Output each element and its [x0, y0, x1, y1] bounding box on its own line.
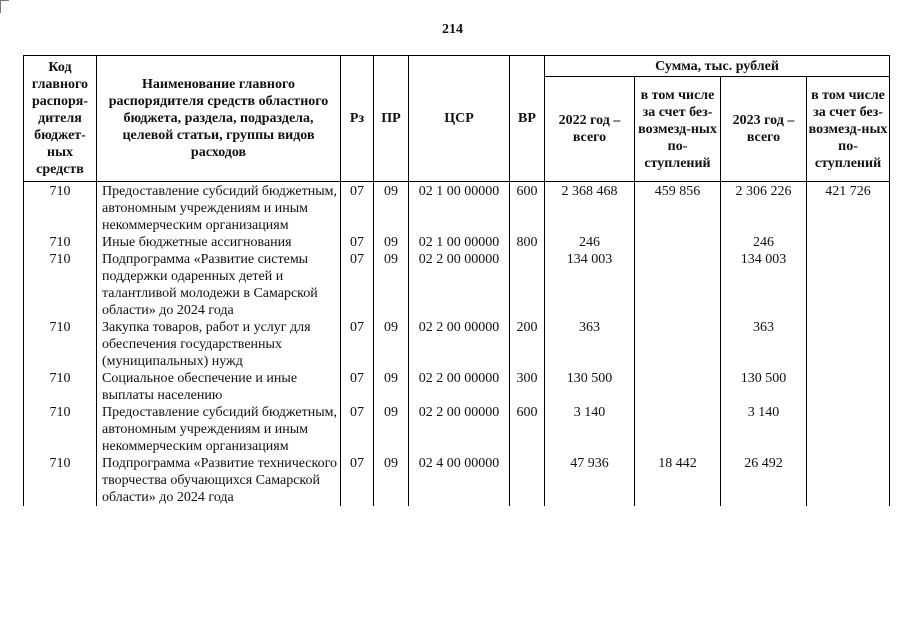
cell-2023-total: 246 — [721, 234, 807, 251]
table-row — [24, 182, 890, 235]
cell-name: Иные бюджетные ассигнования — [97, 234, 341, 251]
cell-2022-total: 2 368 468 — [545, 182, 635, 235]
cell-2022-incl: 18 442 — [635, 455, 721, 506]
cell-csr: 02 1 00 00000 — [409, 234, 510, 251]
cell-name: Предоставление субсидий бюджетным, автономным учреждениям и иным некоммерческим организациям — [97, 404, 341, 455]
cell-2023-incl — [807, 455, 890, 506]
header-vr: ВР — [510, 56, 545, 182]
cell-2022-incl — [635, 404, 721, 455]
budget-table — [23, 55, 890, 506]
cell-2023-incl — [807, 404, 890, 455]
header-code: Код главного распоря-дителя бюджет-ных средств — [24, 56, 97, 182]
table-row — [24, 234, 890, 251]
cell-name: Социальное обеспечение и иные выплаты населению — [97, 370, 341, 404]
table-row — [24, 319, 890, 370]
cell-rz: 07 — [341, 455, 374, 506]
header-row-1 — [24, 56, 890, 77]
cell-code: 710 — [24, 404, 97, 455]
cell-pr: 09 — [374, 251, 409, 319]
cell-vr: 600 — [510, 404, 545, 455]
header-name: Наименование главного распорядителя средств областного бюджета, раздела, подраздела, целевой статьи, группы видов расходов — [97, 56, 341, 182]
scan-corner-mark — [0, 0, 9, 13]
cell-rz: 07 — [341, 234, 374, 251]
header-rz: Рз — [341, 56, 374, 182]
cell-2023-incl — [807, 234, 890, 251]
cell-vr: 800 — [510, 234, 545, 251]
cell-csr: 02 2 00 00000 — [409, 251, 510, 319]
cell-name: Подпрограмма «Развитие технического творчества обучающихся Самарской области» до 2024 года — [97, 455, 341, 506]
cell-2023-total: 130 500 — [721, 370, 807, 404]
cell-code: 710 — [24, 370, 97, 404]
cell-csr: 02 2 00 00000 — [409, 370, 510, 404]
cell-name: Закупка товаров, работ и услуг для обеспечения государственных (муниципальных) нужд — [97, 319, 341, 370]
cell-pr: 09 — [374, 455, 409, 506]
cell-2022-total: 246 — [545, 234, 635, 251]
header-sum-group: Сумма, тыс. рублей — [545, 56, 890, 77]
cell-2023-total: 2 306 226 — [721, 182, 807, 235]
cell-2023-total: 363 — [721, 319, 807, 370]
cell-rz: 07 — [341, 319, 374, 370]
cell-pr: 09 — [374, 404, 409, 455]
cell-vr: 600 — [510, 182, 545, 235]
cell-rz: 07 — [341, 404, 374, 455]
header-pr: ПР — [374, 56, 409, 182]
cell-csr: 02 2 00 00000 — [409, 404, 510, 455]
cell-2022-total: 134 003 — [545, 251, 635, 319]
table-row — [24, 370, 890, 404]
cell-2022-incl — [635, 319, 721, 370]
cell-2022-incl: 459 856 — [635, 182, 721, 235]
cell-2022-incl — [635, 370, 721, 404]
cell-2022-total: 3 140 — [545, 404, 635, 455]
cell-2022-total: 363 — [545, 319, 635, 370]
cell-vr — [510, 251, 545, 319]
cell-csr: 02 2 00 00000 — [409, 319, 510, 370]
cell-rz: 07 — [341, 370, 374, 404]
cell-pr: 09 — [374, 234, 409, 251]
cell-pr: 09 — [374, 319, 409, 370]
table-body — [24, 182, 890, 507]
cell-2023-incl — [807, 319, 890, 370]
cell-code: 710 — [24, 234, 97, 251]
cell-2023-total: 3 140 — [721, 404, 807, 455]
header-2023-incl: в том числе за счет без-возмезд-ных по-ступлений — [807, 77, 890, 182]
cell-name: Подпрограмма «Развитие системы поддержки одаренных детей и талантливой молодежи в Самарской области» до 2024 года — [97, 251, 341, 319]
table-row — [24, 455, 890, 506]
header-2022-total: 2022 год – всего — [545, 77, 635, 182]
table-row — [24, 404, 890, 455]
page-number: 214 — [442, 22, 463, 37]
cell-csr: 02 1 00 00000 — [409, 182, 510, 235]
cell-code: 710 — [24, 319, 97, 370]
cell-vr: 300 — [510, 370, 545, 404]
cell-2023-total: 134 003 — [721, 251, 807, 319]
cell-2023-incl — [807, 370, 890, 404]
header-2023-total: 2023 год – всего — [721, 77, 807, 182]
cell-2022-incl — [635, 234, 721, 251]
cell-2022-incl — [635, 251, 721, 319]
cell-code: 710 — [24, 251, 97, 319]
cell-csr: 02 4 00 00000 — [409, 455, 510, 506]
cell-vr — [510, 455, 545, 506]
cell-rz: 07 — [341, 182, 374, 235]
cell-code: 710 — [24, 455, 97, 506]
cell-2023-total: 26 492 — [721, 455, 807, 506]
header-2022-incl: в том числе за счет без-возмезд-ных по-ступлений — [635, 77, 721, 182]
header-csr: ЦСР — [409, 56, 510, 182]
cell-rz: 07 — [341, 251, 374, 319]
cell-2023-incl — [807, 251, 890, 319]
cell-pr: 09 — [374, 182, 409, 235]
cell-2022-total: 130 500 — [545, 370, 635, 404]
cell-vr: 200 — [510, 319, 545, 370]
cell-2022-total: 47 936 — [545, 455, 635, 506]
cell-code: 710 — [24, 182, 97, 235]
cell-name: Предоставление субсидий бюджетным, автономным учреждениям и иным некоммерческим организациям — [97, 182, 341, 235]
table-row — [24, 251, 890, 319]
cell-2023-incl: 421 726 — [807, 182, 890, 235]
cell-pr: 09 — [374, 370, 409, 404]
